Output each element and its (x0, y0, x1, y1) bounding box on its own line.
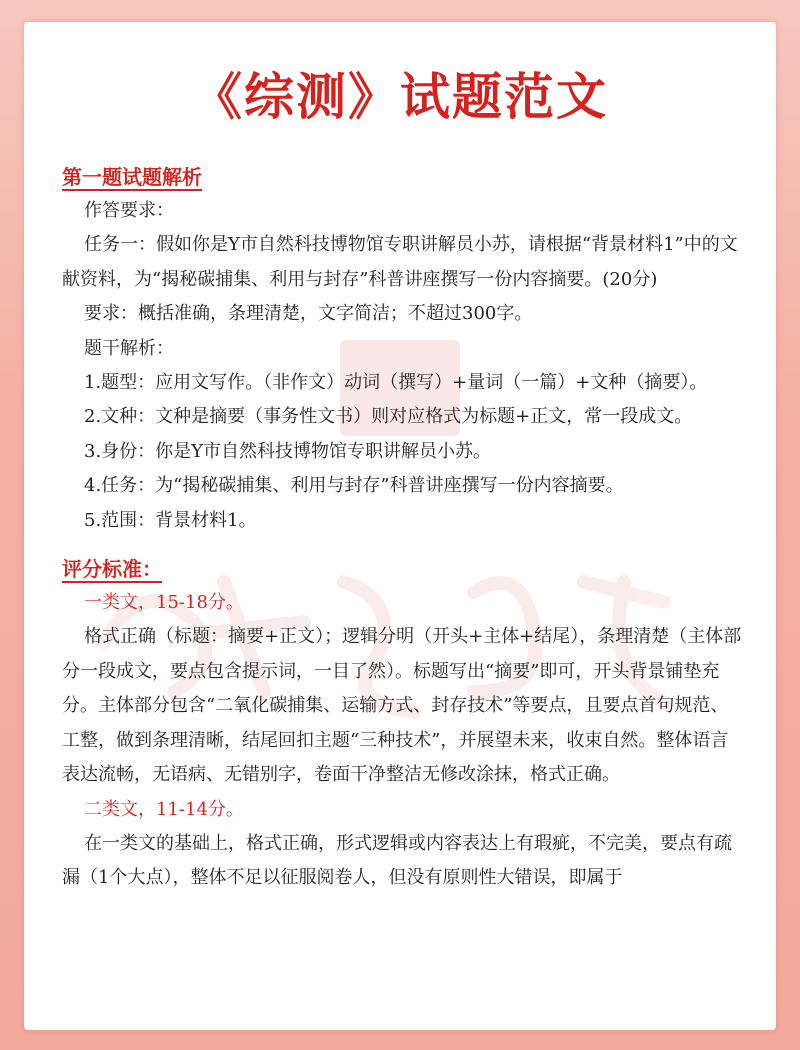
paragraph: 在一类文的基础上，格式正确，形式逻辑或内容表达上有瑕疵，不完美，要点有疏漏（1个大点），整体不足以征服阅卷人，但没有原则性大错误，即属于 (62, 832, 732, 889)
document-body (62, 160, 742, 896)
paragraph: 1.题型：应用文写作。（非作文）动词（撰写）+量词（一篇）+文种（摘要）。 (84, 372, 708, 394)
paragraph: 5.范围：背景材料1。 (84, 509, 257, 531)
paragraph: 格式正确（标题：摘要+正文）；逻辑分明（开头+主体+结尾），条理清楚（主体部分一段成文，要点包含提示词，一目了然）。标题写出“摘要”即可，开头背景铺垫充分。主体部分包含“二氧化碳捕集、运输方式、封存技术”等要点，且要点首句规范、工整，做到条理清晰，结尾回扣主题“三种技术”，并展望未来，收束自然。整体语言表达流畅，无语病、无错别字，卷面干净整洁无修改涂抹，格式正确。 (62, 626, 742, 786)
section-heading-scoring: 评分标准： (62, 557, 162, 582)
paragraph: 作答要求： (84, 200, 174, 221)
paragraph: 4.任务：为“揭秘碳捕集、利用与封存”科普讲座撰写一份内容摘要。 (84, 475, 624, 497)
paragraph: 2.文种：文种是摘要（事务性文书）则对应格式为标题+正文，常一段成文。 (84, 406, 693, 428)
grade-label-first: 一类文，15-18分。 (84, 592, 244, 614)
document-sheet (24, 22, 776, 1030)
paragraph: 3.身份：你是Y市自然科技博物馆专职讲解员小苏。 (84, 440, 492, 462)
page-title: 《综测》试题范文 (192, 68, 608, 126)
paragraph: 题干解析： (84, 337, 174, 359)
grade-label-second: 二类文，11-14分。 (84, 798, 244, 820)
paragraph: 任务一：假如你是Y市自然科技博物馆专职讲解员小苏，请根据“背景材料1”中的文献资料，为“揭秘碳捕集、利用与封存”科普讲座撰写一份内容摘要。(20分) (62, 234, 738, 290)
paragraph: 要求：概括准确，条理清楚，文字简洁；不超过300字。 (84, 303, 533, 325)
section-heading-analysis: 第一题试题解析 (62, 165, 202, 189)
